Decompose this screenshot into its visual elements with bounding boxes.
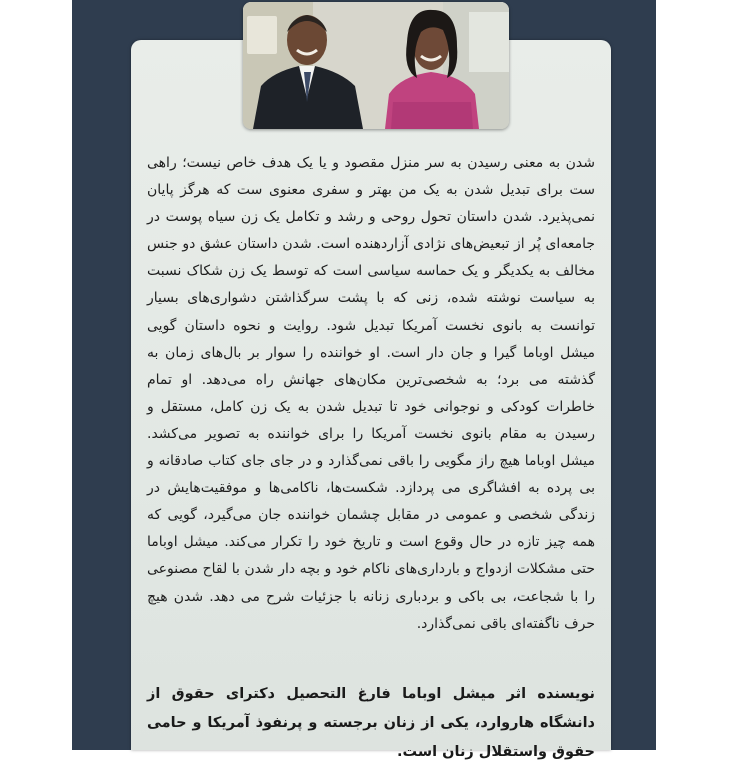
description-paragraph: شدن به معنی رسیدن به سر منزل مقصود و یا یک هدف خاص نیست؛ راهی ست برای تبدیل شدن به یک من بهتر و سفری معنوی ست که هرگز پایان نمی‌پذیرد. شدن داستان تحول روحی و رشد و تکامل یک زن سیاه پوست در جامعه‌ای پُر از تبعیض‌های نژادی آزاردهنده است. شدن داستان عشق دو جنس مخالف به یکدیگر و یک حماسه سیاسی است که توسط یک زن شکاک نسبت به سیاست نوشته شده، زنی که با پشت سرگذاشتن دشواری‌های بسیار توانست به بانوی نخست آمریکا تبدیل شود. روایت و نحوه داستان گویی میشل اوباما گیرا و جان دار است. او خواننده را سوار بر بال‌های زمان به گذشته می برد؛ به شخصی‌ترین مکان‌های جهانش راه می‌دهد. او تمام خاطرات کودکی و نوجوانی خود تا تبدیل شدن به یک زن کامل، مستقل و رسیدن به مقام بانوی نخست آمریکا را برای خواننده به تصویر می‌کشد. میشل اوباما هیچ راز مگویی را باقی نمی‌گذارد و در جای جای کتاب صادقانه و بی پرده به افشاگری می پردازد. شکست‌ها، ناکامی‌ها و موفقیت‌هایش در زندگی شخصی و عمومی در مقابل چشمان خواننده جان می‌گیرد، گویی که همه چیز تازه در حال وقوع است و تاریخ خود را تکرار می‌کند. میشل اوباما حتی مشکلات ازدواج و بارداری‌های ناکام خود و بچه دار شدن با لقاح مصنوعی را با شجاعت، بی باکی و بردباری زنانه با جزئیات شرح می دهد. شدن هیچ حرف ناگفته‌ای باقی نمی‌گذارد. bbox=[147, 155, 595, 632]
portrait-photo-icon bbox=[243, 2, 509, 129]
author-note-text: نویسنده اثر میشل اوباما فارغ التحصیل دکترای حقوق از دانشگاه هاروارد، یکی از زنان برجسته و پرنفوذ آمریکا و حامی حقوق واستقلال زنان است. bbox=[147, 686, 595, 760]
book-description bbox=[147, 150, 595, 638]
author-photo bbox=[243, 2, 509, 129]
author-note bbox=[147, 680, 595, 767]
